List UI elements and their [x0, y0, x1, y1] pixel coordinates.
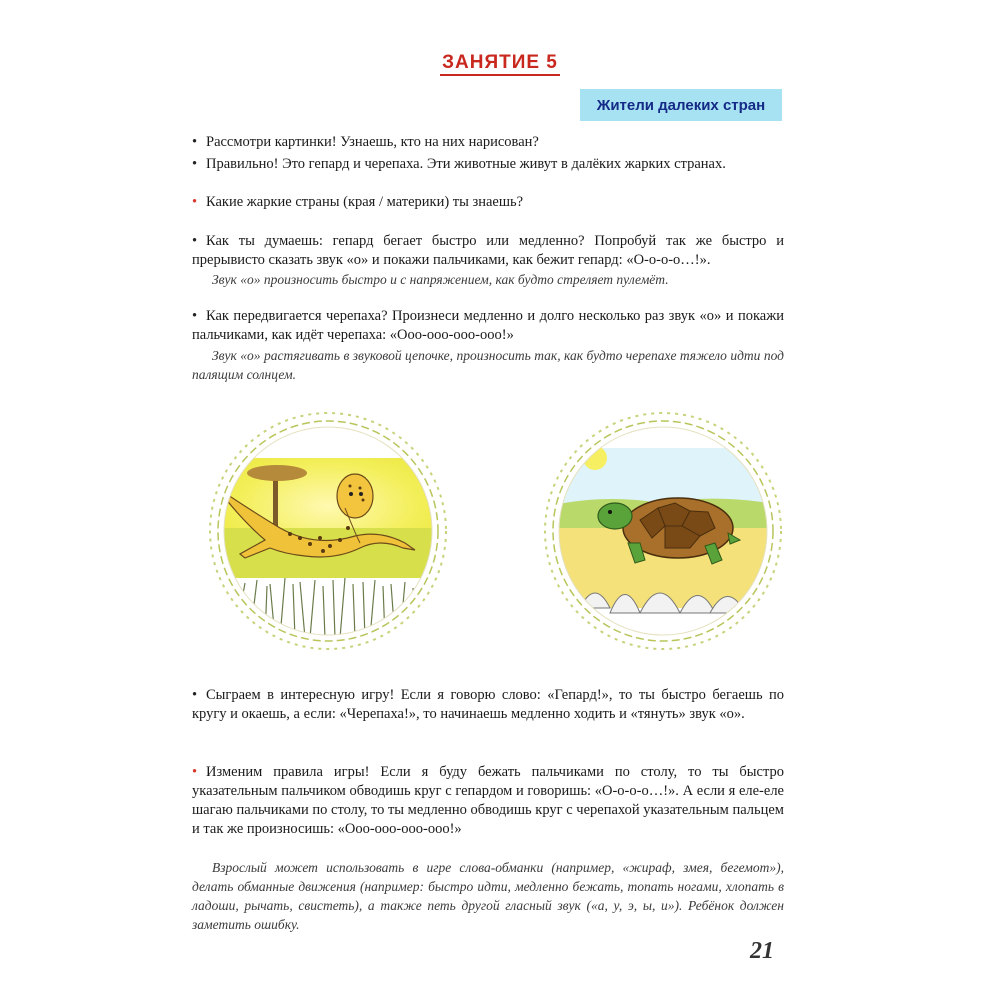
lesson-title-text: ЗАНЯТИЕ 5 [440, 52, 560, 76]
paragraph-2-text: Правильно! Это гепард и черепаха. Эти животные живут в далёких жарких странах. [206, 156, 726, 172]
paragraph-6 [192, 686, 784, 724]
paragraph-4 [192, 232, 784, 270]
bullet: • [192, 134, 198, 150]
bullet: • [192, 687, 198, 703]
topic-badge: Жители далеких стран [580, 89, 782, 121]
paragraph-2 [192, 155, 784, 174]
note-2: Звук «о» растягивать в звуковой цепочке, произносить так, как будто черепахе тяжело идти под палящим солнцем. [192, 348, 784, 382]
bullet: • [192, 308, 198, 324]
paragraph-3-text: Какие жаркие страны (края / материки) ты знаешь? [206, 194, 524, 210]
paragraph-5 [192, 307, 784, 345]
bullet: • [192, 233, 198, 249]
note-1: Звук «о» произносить быстро и с напряжением, как будто стреляет пулемёт. [212, 272, 669, 287]
bullet: • [192, 194, 198, 210]
paragraph-3 [192, 193, 784, 212]
paragraph-1 [192, 133, 784, 152]
paragraph-5-text: Как передвигается черепаха? Произнеси медленно и долго несколько раз звук «о» и покажи пальчиками, как идёт черепаха: «Ооо-ооо-ооо-ооо!» [192, 308, 784, 343]
bullet: • [192, 156, 198, 172]
paragraph-7-text: Изменим правила игры! Если я буду бежать пальчиками по столу, то ты быстро указательным пальчиком обводишь круг с гепардом и говоришь: «О-о-о-о…!». А если я еле-еле шагаю пальчиками по столу, то ты медленно обводишь круг с черепахой указательным пальцем и так же произносишь: «Ооо-ооо-ооо-ооо!» [192, 764, 784, 837]
page-number: 21 [750, 938, 774, 964]
cheetah-illustration [205, 408, 451, 654]
turtle-illustration [540, 408, 786, 654]
note-3: Взрослый может использовать в игре слова-обманки (например, «жираф, змея, бегемот»), делать обманные движения (например: быстро идти, медленно бежать, топать ногами, хлопать в ладоши, рычать, свистеть), а также петь другой гласный звук («а, у, э, ы, и»). Ребёнок должен заметить ошибку. [192, 860, 784, 932]
paragraph-4-text: Как ты думаешь: гепард бегает быстро или медленно? Попробуй так же быстро и прерывисто сказать звук «о» и покажи пальчиками, как бежит гепард: «О-о-о-о…!». [192, 233, 784, 268]
lesson-title [0, 52, 1000, 74]
paragraph-1-text: Рассмотри картинки! Узнаешь, кто на них нарисован? [206, 134, 539, 150]
paragraph-7 [192, 763, 784, 839]
bullet: • [192, 764, 198, 780]
paragraph-6-text: Сыграем в интересную игру! Если я говорю слово: «Гепард!», то ты быстро бегаешь по кругу и окаешь, а если: «Черепаха!», то начинаешь медленно ходить и «тянуть» звук «о». [192, 687, 784, 722]
